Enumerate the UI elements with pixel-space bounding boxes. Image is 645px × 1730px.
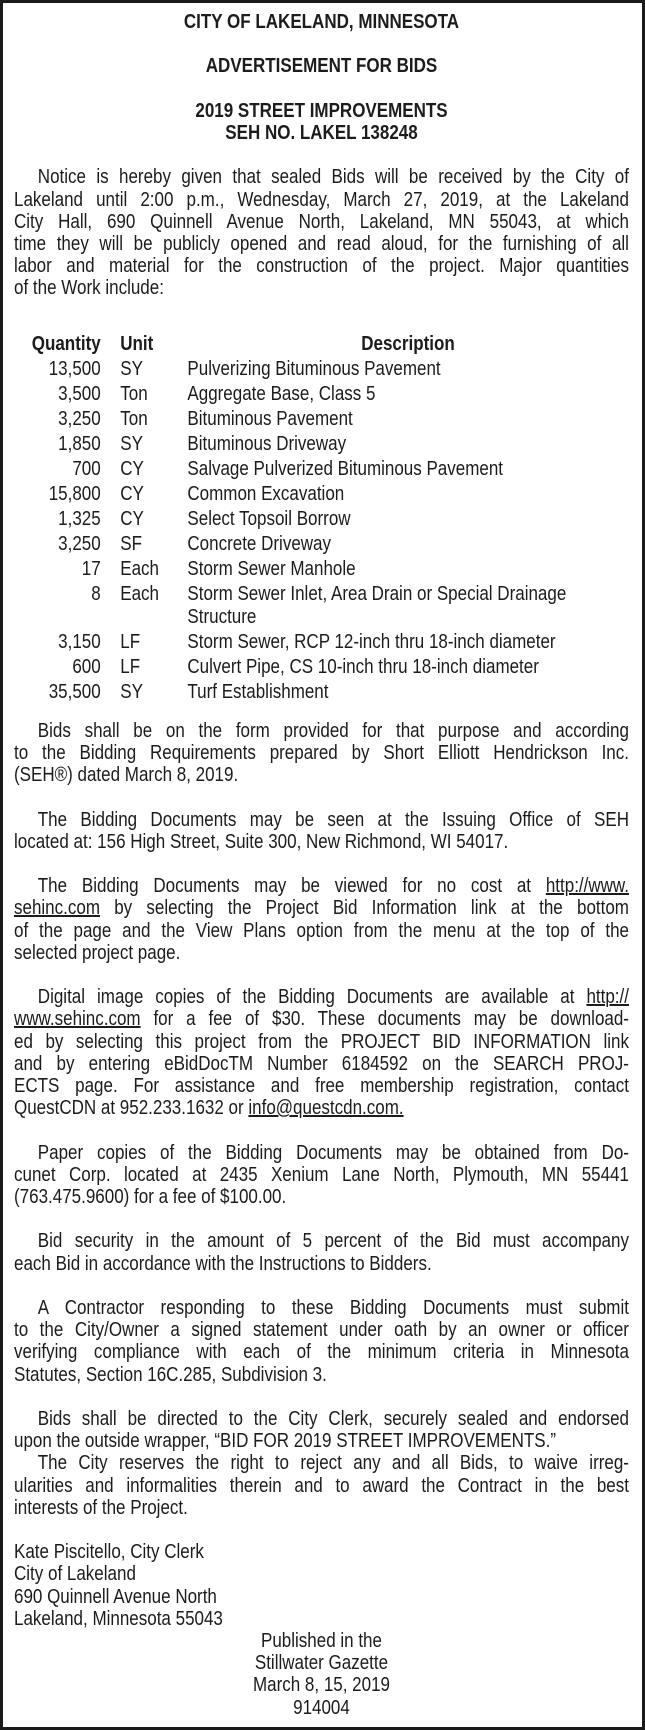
bid-submission-paragraph [14,1408,629,1452]
cell-unit: Each [120,558,160,581]
cell-description: Pulverizing Bituminous Pavement [187,358,441,381]
cell-quantity: 15,800 [48,483,101,506]
paper-copies-paragraph [14,1142,629,1209]
text-line: Statutes, Section 16C.285, Subdivision 3. [14,1363,327,1386]
contractor-statement-paragraph [14,1297,629,1386]
text-line: interests of the Project. [14,1496,188,1519]
cell-description: Storm Sewer Manhole [187,558,356,581]
cell-description: Turf Establishment [187,680,329,703]
text-line: to the Bidding Requirements prepared by Short Elliott Hendrickson Inc. [14,742,629,764]
notice-id: 914004 [293,1696,350,1719]
web-link[interactable]: http:// [586,986,629,1009]
project-number: SEH NO. LAKEL 138248 [225,121,418,144]
bid-advertisement [14,11,629,1719]
web-link[interactable]: http://www. [545,875,629,898]
text-line: Paper copies of the Bidding Documents may be obtained from Do- [37,1141,629,1164]
table-row [14,506,629,531]
cell-quantity: 3,500 [58,383,101,406]
publication-dates: March 8, 15, 2019 [252,1674,391,1697]
web-link[interactable]: info@questcdn.com. [248,1097,404,1120]
text-line: selected project page. [14,941,181,964]
text-line: to the City/Owner a signed statement under oath by an owner or officer [14,1319,629,1342]
online-viewing-paragraph [14,875,629,964]
cell-unit: CY [120,458,144,481]
text-line: each Bid in accordance with the Instructions to Bidders. [14,1252,432,1275]
cell-description: Culvert Pipe, CS 10-inch thru 18-inch diameter [187,655,539,678]
newspaper-name: Stillwater Gazette [254,1652,389,1675]
bid-form-paragraph [14,720,629,787]
signer-organization: City of Lakeland [14,1563,136,1586]
cell-unit: CY [120,483,144,506]
table-row [14,406,629,431]
text-line: Lakeland until 2:00 p.m., Wednesday, March 27, 2019, at the Lakeland [14,188,629,211]
text-segment: for a fee of $30. These documents may be download- [140,1008,629,1031]
signature-block [14,1541,629,1630]
text-line: and by entering eBidDocTM Number 6184592 on the SEARCH PROJ- [14,1052,629,1075]
intro-paragraph [14,166,629,299]
cell-unit: Each [120,583,160,606]
table-row [14,381,629,406]
quantities-table [14,331,629,703]
table-row [14,531,629,556]
bid-security-paragraph [14,1230,629,1274]
text-segment: by selecting the Project Bid Information link at the bottom [99,897,629,920]
cell-quantity: 17 [81,558,101,581]
reservation-paragraph [14,1452,629,1519]
text-line: upon the outside wrapper, “BID FOR 2019 STREET IMPROVEMENTS.” [14,1430,557,1453]
text-line: ed by selecting this project from the PROJECT BID INFORMATION link [14,1030,629,1053]
table-row [14,678,629,703]
cell-unit: Ton [120,383,148,406]
text-line [14,1097,629,1119]
text-line: of the page and the View Plans option from the menu at the top of the [14,919,629,942]
text-line: located at: 156 High Street, Suite 300, New Richmond, WI 54017. [14,830,509,853]
cell-quantity: 600 [72,655,101,678]
digital-copies-paragraph [14,986,629,1119]
table-row [14,431,629,456]
cell-description: Salvage Pulverized Bituminous Pavement [187,458,504,481]
text-line [14,897,629,919]
table-row [14,581,629,628]
cell-unit: Ton [120,408,148,431]
text-line [14,875,629,897]
issuing-office-paragraph [14,809,629,853]
cell-unit: SY [120,358,143,381]
signer-street: 690 Quinnell Avenue North [14,1585,217,1608]
text-line: ECTS page. For assistance and free membership registration, contact [14,1075,629,1097]
text-line: cunet Corp. located at 2435 Xenium Lane North, Plymouth, MN 55441 [14,1163,629,1186]
cell-unit: LF [120,655,141,678]
web-link[interactable]: sehinc.com [14,897,100,920]
cell-quantity: 3,250 [58,533,101,556]
table-header-row [14,331,629,356]
text-segment: Digital image copies of the Bidding Documents are available at [37,986,587,1009]
text-line [14,986,629,1008]
header-description: Description [361,333,455,356]
cell-quantity: 1,325 [58,508,101,531]
publication-block [14,1630,629,1719]
cell-description: Common Excavation [187,483,345,506]
web-link[interactable]: www.sehinc.com [14,1008,141,1031]
text-line: (763.475.9600) for a fee of $100.00. [14,1186,287,1208]
cell-description: Bituminous Driveway [187,433,347,456]
text-line: City Hall, 690 Quinnell Avenue North, Lakeland, MN 55043, at which [14,210,629,233]
cell-unit: SF [120,533,142,556]
cell-description: Select Topsoil Borrow [187,508,351,531]
cell-quantity: 1,850 [58,433,101,456]
cell-unit: LF [120,630,141,653]
cell-quantity: 8 [91,583,101,606]
text-line: Bid security in the amount of 5 percent of the Bid must accompany [37,1230,629,1253]
cell-quantity: 13,500 [48,358,101,381]
text-line: A Contractor responding to these Bidding Documents must submit [37,1296,629,1319]
cell-quantity: 3,250 [58,408,101,431]
text-line: (SEH®) dated March 8, 2019. [14,764,239,787]
header-unit: Unit [120,333,154,356]
text-segment: The Bidding Documents may be viewed for no cost at [37,875,546,898]
cell-description: Aggregate Base, Class 5 [187,383,376,406]
cell-description: Storm Sewer Inlet, Area Drain or Special Drainage Structure [187,583,567,628]
signer-name: Kate Piscitello, City Clerk [14,1541,204,1564]
table-row [14,556,629,581]
text-line: of the Work include: [14,277,164,300]
text-line: Notice is hereby given that sealed Bids will be received by the City of [37,166,629,189]
cell-quantity: 35,500 [48,680,101,703]
cell-description: Storm Sewer, RCP 12-inch thru 18-inch diameter [187,630,556,653]
project-title: 2019 STREET IMPROVEMENTS [195,99,448,122]
header-quantity: Quantity [31,333,101,356]
published-label: Published in the [260,1630,382,1652]
table-row [14,456,629,481]
table-row [14,653,629,678]
table-row [14,481,629,506]
cell-description: Concrete Driveway [187,533,332,556]
text-line: Bids shall be on the form provided for that purpose and according [37,719,629,742]
table-row [14,628,629,653]
cell-quantity: 3,150 [58,630,101,653]
cell-quantity: 700 [72,458,101,481]
cell-unit: SY [120,433,143,456]
text-segment: QuestCDN at 952.233.1632 or [14,1097,249,1120]
signer-city: Lakeland, Minnesota 55043 [14,1607,223,1630]
cell-unit: SY [120,680,143,703]
text-line: The Bidding Documents may be seen at the Issuing Office of SEH [37,808,629,831]
text-line [14,1008,629,1030]
cell-description: Bituminous Pavement [187,408,353,431]
text-line: verifying compliance with each of the minimum criteria in Minnesota [14,1341,629,1364]
text-line: The City reserves the right to reject any and all Bids, to waive irreg- [37,1452,629,1475]
text-line: time they will be publicly opened and read aloud, for the furnishing of all [14,232,629,255]
city-heading: CITY OF LAKELAND, MINNESOTA [183,11,460,33]
text-line: ularities and informalities therein and to award the Contract in the best [14,1474,629,1497]
text-line: labor and material for the construction of the project. Major quantities [14,255,629,278]
document-title: ADVERTISEMENT FOR BIDS [205,55,438,78]
cell-unit: CY [120,508,144,531]
table-row [14,356,629,381]
text-line: Bids shall be directed to the City Clerk, securely sealed and endorsed [37,1407,629,1430]
